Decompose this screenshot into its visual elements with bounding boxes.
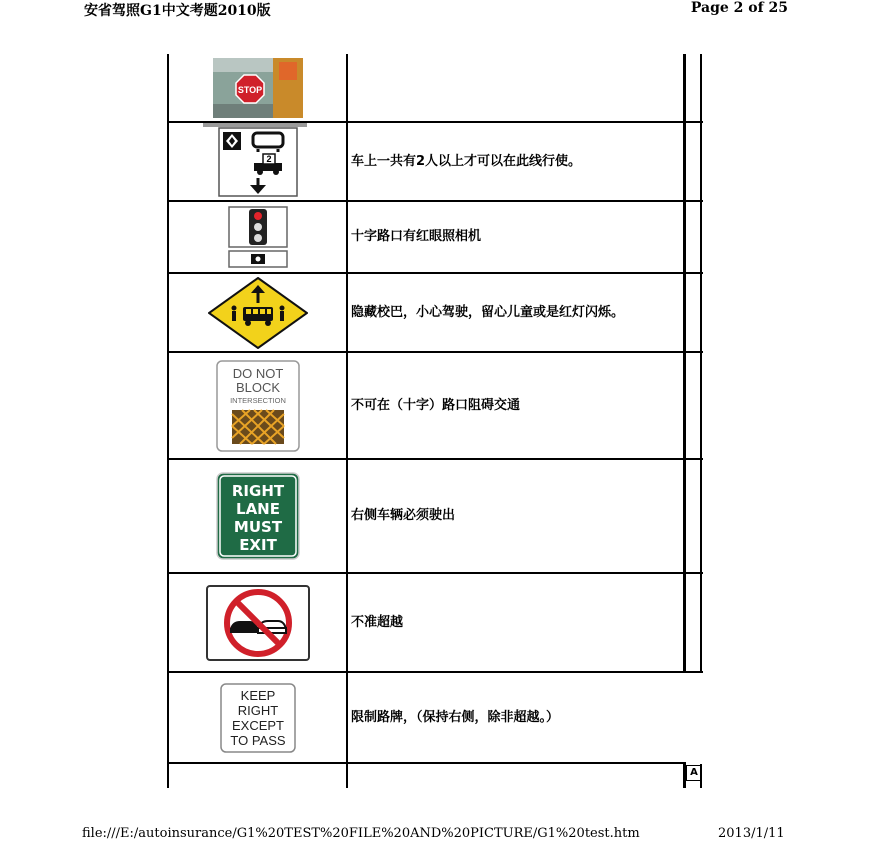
- do-not-block-intersection-sign-icon: [216, 360, 300, 452]
- sign-line: DO NOT: [232, 365, 283, 381]
- sign-line: EXCEPT: [231, 717, 284, 733]
- sign-description: 隐藏校巴，小心驾驶，留心儿童或是红灯闪烁。: [351, 304, 625, 320]
- sign-cell: [169, 274, 346, 351]
- table-row: [167, 123, 703, 200]
- sign-description: 车上一共有2人以上才可以在此线行使。: [351, 153, 582, 169]
- keep-right-except-to-pass-sign-icon: [220, 683, 296, 753]
- sign-description: 不可在（十字）路口阻碍交通: [351, 397, 521, 413]
- page-number: Page 2 of 25: [690, 0, 788, 16]
- sign-description: 右侧车辆必须驶出: [351, 508, 456, 523]
- school-bus-warning-sign-icon: [208, 277, 308, 349]
- sign-cell: [169, 460, 346, 572]
- table-row: [167, 460, 703, 572]
- sign-line: KEEP: [240, 687, 275, 703]
- sign-cell: [169, 202, 346, 272]
- sign-description: [349, 54, 681, 121]
- sign-cell: [169, 574, 346, 671]
- stop-sign-text: STOP: [237, 84, 262, 95]
- sign-line: RIGHT: [237, 702, 278, 718]
- document-title: 安省驾照G1中文考题2010版: [84, 3, 271, 19]
- print-date: 2013/1/11: [718, 826, 785, 841]
- table-row: [167, 574, 703, 671]
- sign-line: LANE: [235, 500, 280, 518]
- table-row: [167, 202, 703, 272]
- sign-description: 限制路牌，（保持右侧，除非超越。）: [351, 709, 560, 725]
- sign-line: BLOCK: [235, 379, 280, 395]
- file-path: file:///E:/autoinsurance/G1%20TEST%20FILE%20AND%20PICTURE/G1%20test.htm: [82, 826, 640, 841]
- table-row: [167, 274, 703, 351]
- sign-line: RIGHT: [231, 482, 284, 500]
- sign-line: TO PASS: [229, 732, 286, 748]
- sign-cell: [169, 673, 346, 762]
- sign-cell: [169, 54, 346, 121]
- table-row: [167, 673, 703, 762]
- table-row: [167, 54, 703, 121]
- sign-line: INTERSECTION: [229, 395, 286, 405]
- sign-table: [167, 54, 703, 788]
- table-row: [167, 764, 703, 788]
- table-row: [167, 353, 703, 458]
- hov-lane-sign-icon: [218, 127, 298, 197]
- scroll-up-marker: A: [686, 765, 702, 781]
- no-passing-sign-icon: [206, 585, 310, 661]
- sign-description: 十字路口有红眼照相机: [351, 229, 482, 244]
- school-bus-stop-sign-photo-icon: [213, 58, 303, 118]
- sign-cell: [169, 353, 346, 458]
- sign-description: 不准超越: [351, 614, 404, 630]
- red-light-camera-sign-icon: [228, 206, 288, 268]
- hov-sign-number: 2: [265, 153, 272, 164]
- right-lane-must-exit-sign-icon: [216, 472, 300, 560]
- sign-line: MUST: [233, 518, 282, 536]
- sign-line: EXIT: [238, 536, 277, 554]
- sign-cell: [169, 123, 346, 200]
